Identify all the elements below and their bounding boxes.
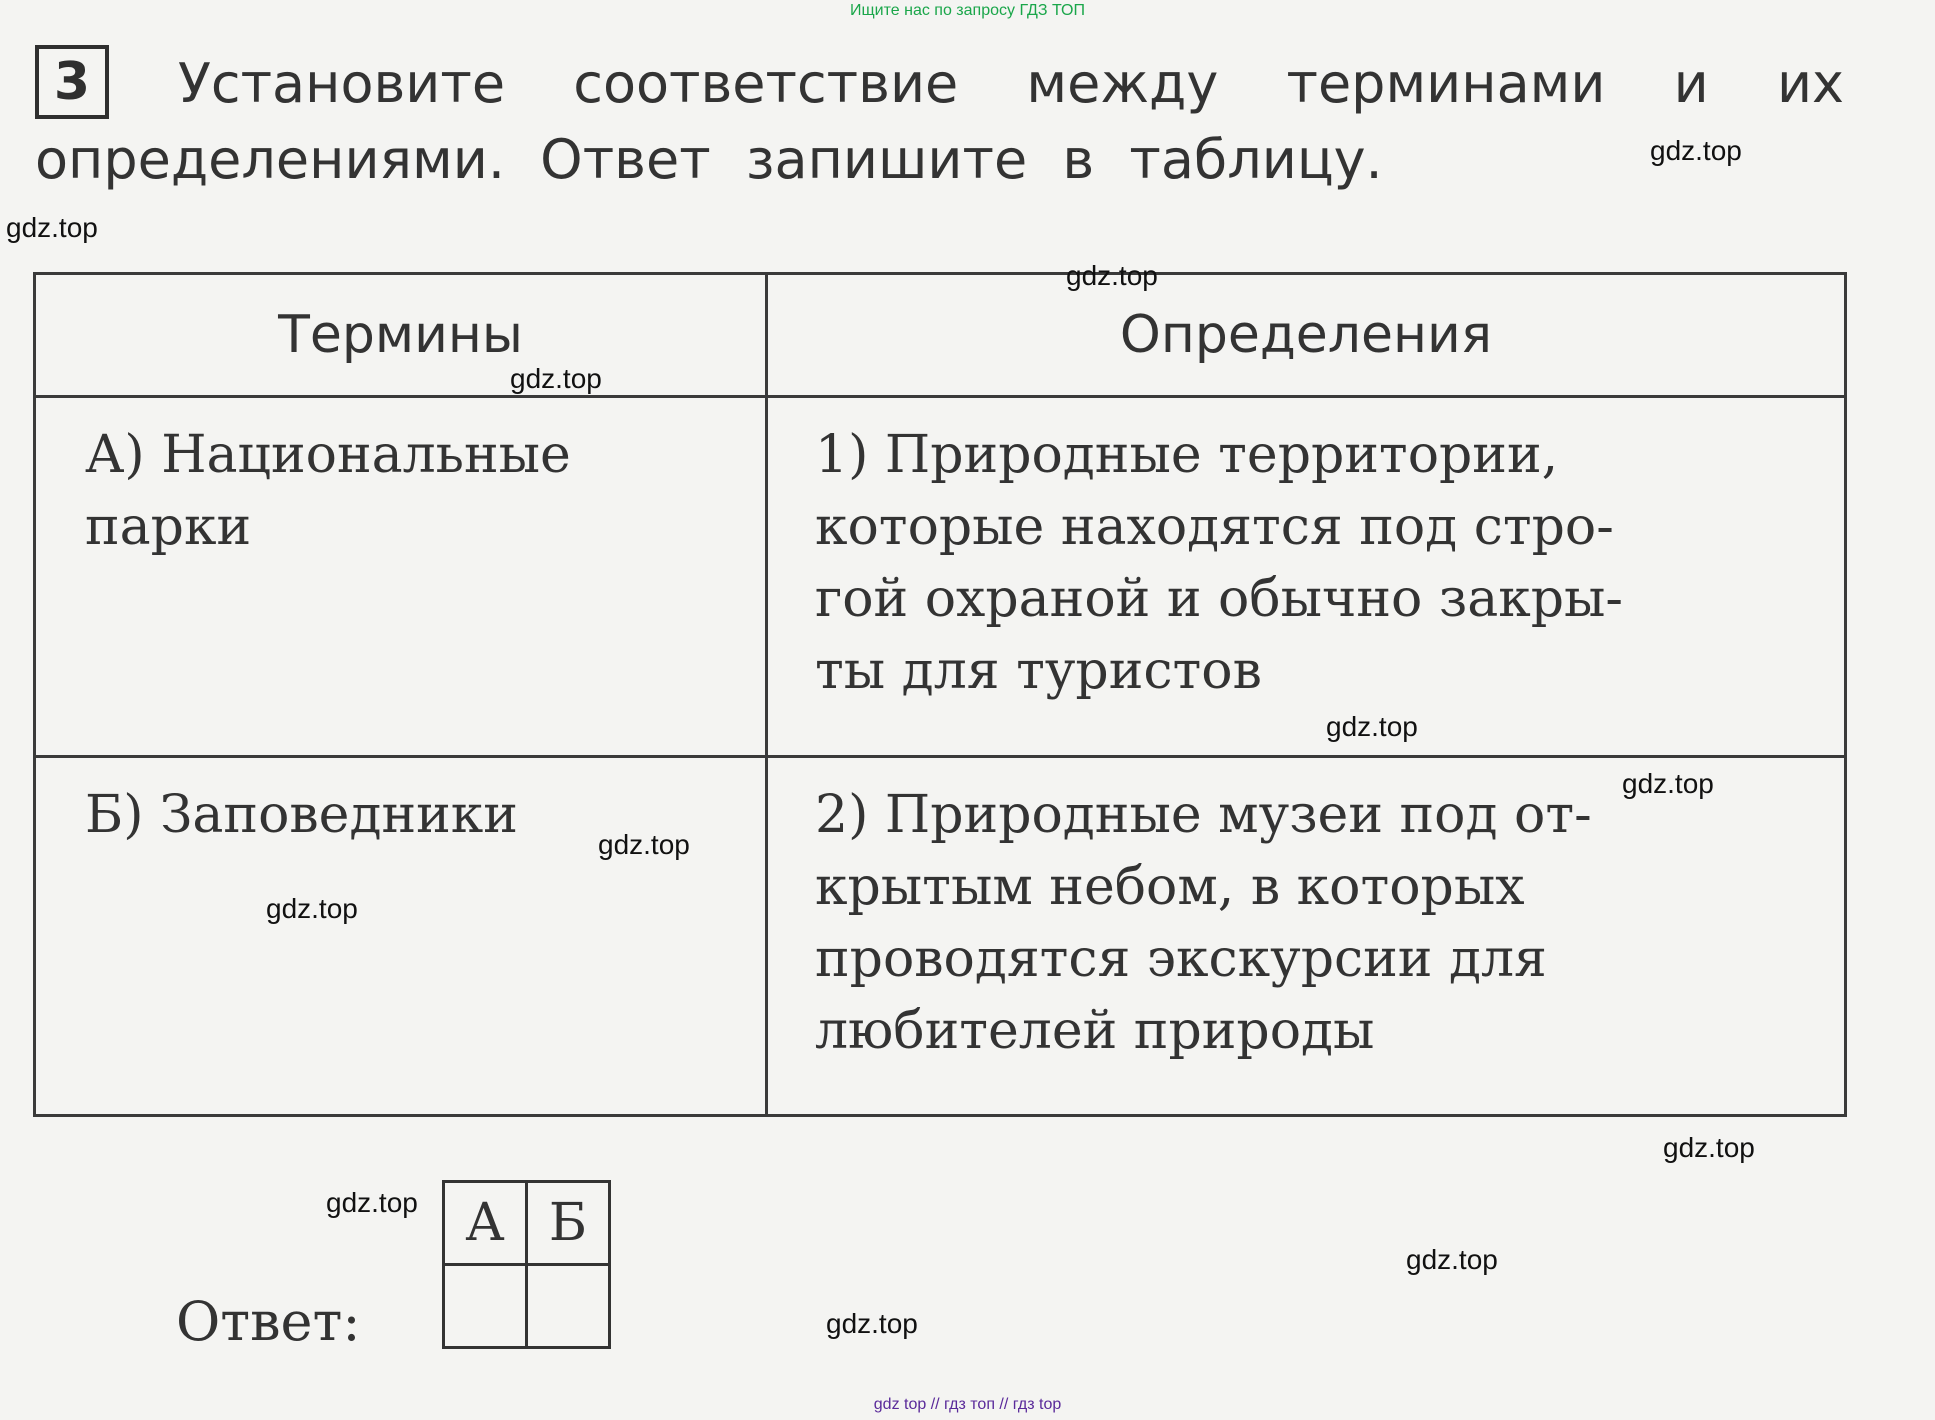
instruction-word: их (1776, 52, 1844, 115)
answer-label: Ответ: (176, 1290, 361, 1353)
header-terms: Термины (35, 274, 767, 397)
answer-cell-a[interactable] (444, 1265, 527, 1348)
bottom-note[interactable]: gdz top // гдз топ // гдз top (873, 1396, 1062, 1413)
answer-cell-b[interactable] (527, 1265, 610, 1348)
watermark: gdz.top (1650, 135, 1742, 166)
term-line: парки (85, 497, 252, 557)
definition-text (769, 759, 1843, 1067)
definition-line: которые находятся под стро- (815, 497, 1614, 557)
answer-table (442, 1180, 611, 1349)
watermark: gdz.top (1326, 711, 1418, 742)
watermark: gdz.top (6, 212, 98, 243)
definition-line: 2) Природные музеи под от- (815, 784, 1592, 845)
watermark: gdz.top (1406, 1244, 1498, 1275)
definition-line: 1) Природные территории, (815, 425, 1559, 485)
term-cell (35, 756, 767, 1116)
instruction-line-1 (178, 52, 1844, 115)
table-row (35, 397, 1846, 757)
definition-line: гой охраной и обычно закры- (815, 569, 1623, 629)
instruction-word: между (1026, 52, 1219, 115)
term-text (37, 399, 764, 563)
table-row (35, 756, 1846, 1116)
definition-line: крытым небом, в которых (815, 856, 1525, 917)
answer-header-a: А (444, 1182, 527, 1265)
instruction-word: соответствие (573, 52, 959, 115)
definition-line: ты для туристов (815, 641, 1262, 701)
term-line: А) Национальные (85, 425, 571, 485)
watermark: gdz.top (326, 1187, 418, 1218)
top-note[interactable]: Ищите нас по запросу ГДЗ ТОП (850, 2, 1085, 19)
answer-header-b: Б (527, 1182, 610, 1265)
definition-cell (767, 397, 1846, 757)
term-line: Б) Заповедники (85, 784, 518, 845)
task-number-badge: 3 (35, 45, 109, 119)
watermark: gdz.top (1622, 768, 1714, 799)
header-definitions: Определения (767, 274, 1846, 397)
definition-line: любителей природы (815, 1000, 1375, 1061)
table-header-row (35, 274, 1846, 397)
definition-line: проводятся экскурсии для (815, 928, 1547, 989)
instruction-line-2: определениями. Ответ запишите в таблицу. (35, 128, 1383, 191)
instruction-word: Установите (178, 52, 506, 115)
watermark: gdz.top (1663, 1132, 1755, 1163)
instruction-word: терминами (1286, 52, 1606, 115)
matching-table (33, 272, 1847, 1117)
definition-cell (767, 756, 1846, 1116)
definition-text (769, 399, 1843, 707)
watermark: gdz.top (1066, 260, 1158, 291)
watermark: gdz.top (266, 893, 358, 924)
term-cell (35, 397, 767, 757)
watermark: gdz.top (598, 829, 690, 860)
watermark: gdz.top (510, 363, 602, 394)
watermark: gdz.top (826, 1308, 918, 1339)
instruction-word: и (1673, 52, 1709, 115)
